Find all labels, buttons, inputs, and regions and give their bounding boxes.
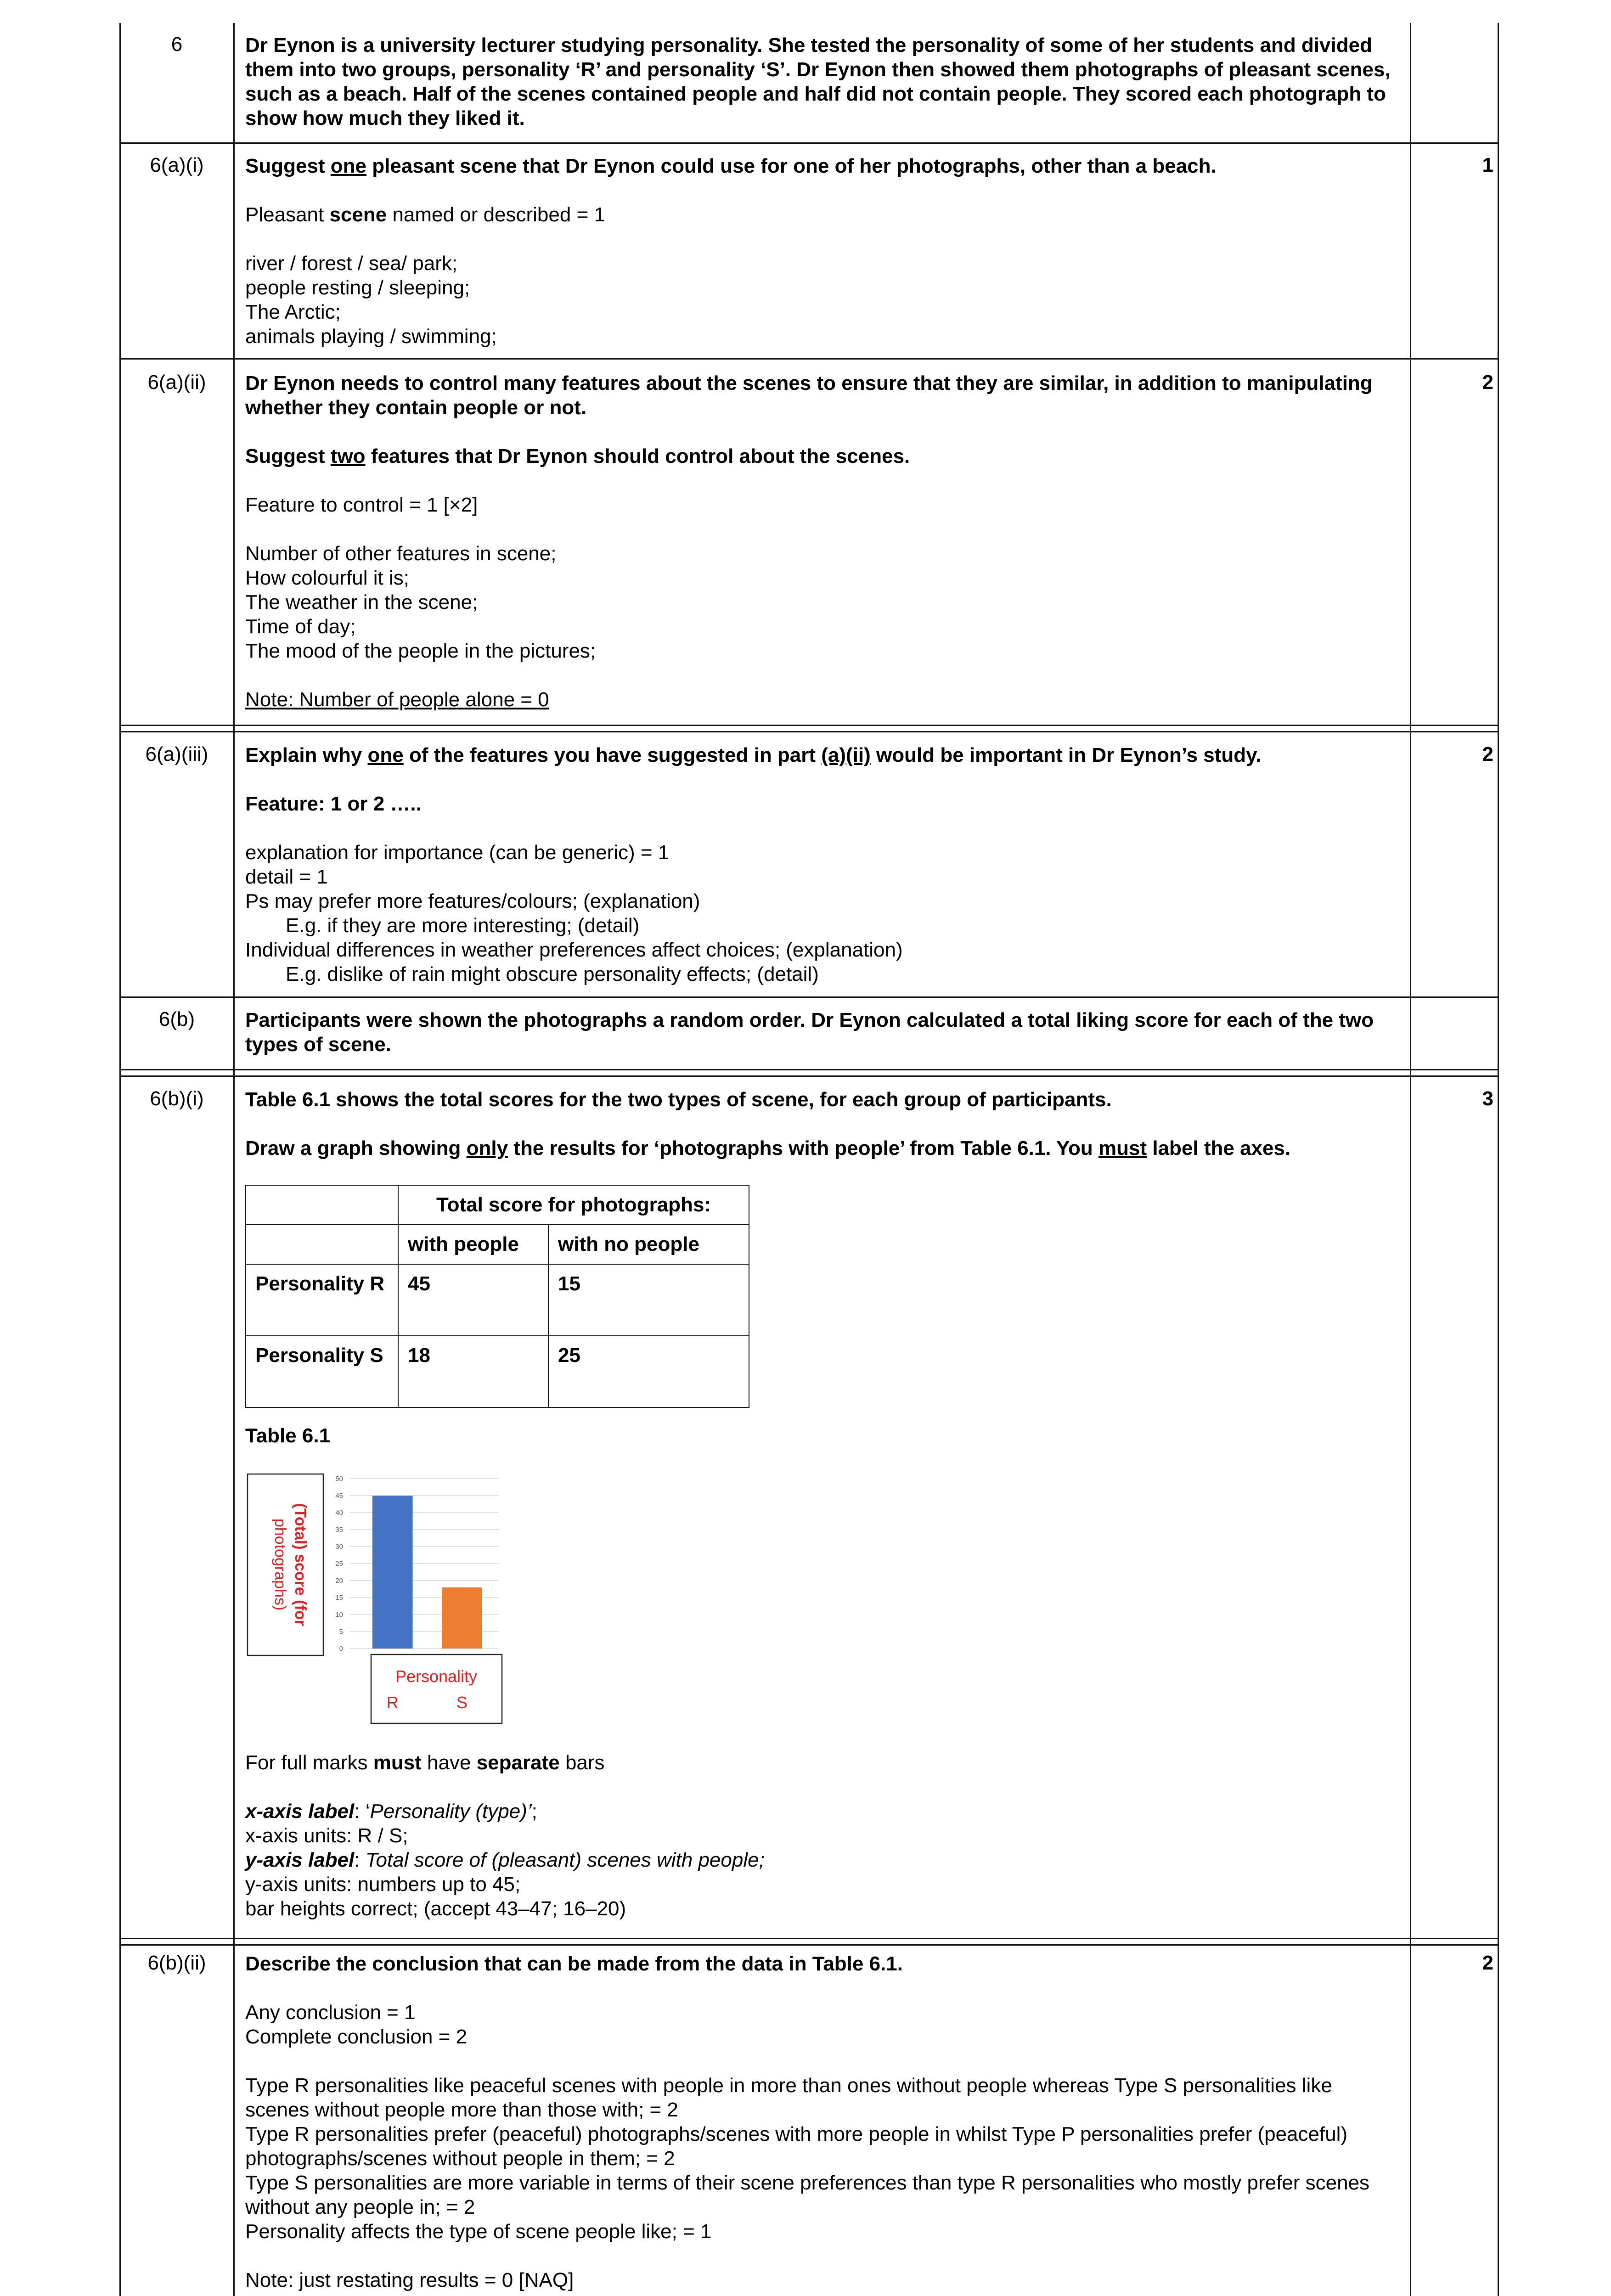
- table-cell-empty: [246, 1185, 398, 1225]
- x-axis-label-box: [371, 1654, 502, 1723]
- answer-cell: [245, 1952, 1398, 2292]
- question-number: 6(b)(ii): [147, 1952, 206, 1974]
- bar-chart: [246, 1472, 503, 1727]
- answer-line: explanation for importance (can be generic) = 1: [245, 841, 670, 864]
- answer-cell: [245, 1750, 1398, 1921]
- column-header: with no people: [548, 1225, 749, 1264]
- table-6-1: [245, 1185, 749, 1408]
- row-header: Personality R: [246, 1264, 398, 1336]
- marking-rule: Any conclusion = 1: [245, 2001, 416, 2024]
- y-tick-label: 5: [339, 1628, 343, 1636]
- answer-line: y-axis units: numbers up to 45;: [245, 1873, 521, 1896]
- row-divider: [119, 731, 1499, 732]
- table-header: Total score for photographs:: [398, 1185, 749, 1225]
- y-tick-label: 20: [335, 1577, 343, 1585]
- answer-line: The mood of the people in the pictures;: [245, 640, 596, 662]
- bar-s: [442, 1587, 482, 1649]
- row-divider: [119, 1075, 1499, 1077]
- row-divider: [119, 142, 1499, 144]
- question-number: 6(b)(i): [150, 1087, 204, 1110]
- column-header: with people: [398, 1225, 548, 1264]
- marks-value: 3: [1482, 1087, 1493, 1110]
- question-text: Explain why one of the features you have suggested in part (a)(ii) would be important in Dr Eynon’s study.: [245, 744, 1262, 766]
- table-cell: 25: [548, 1336, 749, 1407]
- question-number: 6(b): [158, 1008, 195, 1030]
- y-axis-label-line: (Total) score (for: [292, 1503, 309, 1626]
- answer-cell: [245, 371, 1398, 712]
- y-axis-label-line: photographs): [271, 1518, 289, 1611]
- answer-line: animals playing / swimming;: [245, 325, 497, 348]
- marking-rule: Pleasant scene named or described = 1: [245, 203, 605, 226]
- answer-line: Type S personalities are more variable in terms of their scene preferences than type R personalities who mostly prefer scenes without any people in; = 2: [245, 2172, 1370, 2218]
- row-divider: [119, 358, 1499, 360]
- answer-line: Individual differences in weather preferences affect choices; (explanation): [245, 939, 903, 961]
- answer-line: y-axis label: Total score of (pleasant) scenes with people;: [245, 1849, 765, 1871]
- x-category-label: R: [386, 1693, 399, 1712]
- question-number: 6(a)(iii): [145, 743, 208, 765]
- y-tick-label: 25: [335, 1560, 343, 1568]
- table-cell: 15: [548, 1264, 749, 1336]
- marks-value: 2: [1482, 1952, 1493, 1974]
- x-category-label: S: [456, 1693, 468, 1712]
- y-tick-label: 45: [335, 1492, 343, 1500]
- answer-line: detail = 1: [245, 866, 328, 888]
- question-number: 6: [171, 33, 183, 56]
- marking-rule: Complete conclusion = 2: [245, 2026, 468, 2048]
- answer-line: people resting / sleeping;: [245, 276, 470, 299]
- marks-value: 2: [1482, 743, 1493, 765]
- answer-line: E.g. if they are more interesting; (detail): [286, 914, 640, 937]
- y-tick-label: 30: [335, 1543, 343, 1551]
- answer-line: Type R personalities prefer (peaceful) photographs/scenes with more people in whilst Type P personalities prefer (peaceful) photographs/scenes without people in them; = 2: [245, 2123, 1348, 2170]
- question-text: Suggest one pleasant scene that Dr Eynon could use for one of her photographs, other than a beach.: [245, 155, 1217, 177]
- question-text: Suggest two features that Dr Eynon should control about the scenes.: [245, 445, 910, 467]
- question-text: Participants were shown the photographs a random order. Dr Eynon calculated a total liking score for each of the two types of scene.: [245, 1009, 1374, 1056]
- marks-value: 1: [1482, 154, 1493, 176]
- question-text: Dr Eynon needs to control many features about the scenes to ensure that they are similar, in addition to manipulating whether they contain people or not.: [245, 372, 1373, 419]
- table-cell: 18: [398, 1336, 548, 1407]
- question-text: Table 6.1 shows the total scores for the two types of scene, for each group of participants.: [245, 1088, 1112, 1111]
- answer-cell: [245, 1087, 1398, 1160]
- answer-line: river / forest / sea/ park;: [245, 252, 458, 275]
- row-divider: [119, 725, 1499, 726]
- y-tick-label: 15: [335, 1594, 343, 1602]
- question-text: Describe the conclusion that can be made from the data in Table 6.1.: [245, 1953, 903, 1975]
- table-cell-empty: [246, 1225, 398, 1264]
- table-cell: 45: [398, 1264, 548, 1336]
- answer-line: Number of other features in scene;: [245, 542, 557, 565]
- y-tick-label: 10: [335, 1611, 343, 1619]
- answer-line: bar heights correct; (accept 43–47; 16–20): [245, 1897, 626, 1920]
- answer-line: E.g. dislike of rain might obscure personality effects; (detail): [286, 963, 819, 985]
- answer-line: Type R personalities like peaceful scenes with people in more than ones without people whereas Type S personalities like scenes without people more than those with; = 2: [245, 2074, 1332, 2121]
- answer-line: Ps may prefer more features/colours; (explanation): [245, 890, 700, 912]
- question-text: Draw a graph showing only the results for ‘photographs with people’ from Table 6.1. You must label the axes.: [245, 1137, 1291, 1159]
- y-tick-label: 50: [335, 1475, 343, 1483]
- row-divider: [119, 996, 1499, 998]
- question-number: 6(a)(i): [150, 154, 204, 176]
- y-tick-label: 35: [335, 1526, 343, 1534]
- row-header: Personality S: [246, 1336, 398, 1407]
- answer-line: The weather in the scene;: [245, 591, 478, 613]
- y-tick-label: 40: [335, 1509, 343, 1517]
- answer-line: For full marks must have separate bars: [245, 1751, 605, 1774]
- marks-value: 2: [1482, 371, 1493, 394]
- marking-rule: Feature to control = 1 [×2]: [245, 494, 478, 516]
- note: Note: just restating results = 0 [NAQ]: [245, 2269, 574, 2291]
- table-caption: Table 6.1: [245, 1424, 331, 1447]
- answer-cell: [245, 154, 1398, 349]
- row-divider: [119, 1069, 1499, 1070]
- bar-r: [372, 1496, 413, 1649]
- answer-line: Time of day;: [245, 615, 356, 638]
- answer-line: Personality affects the type of scene people like; = 1: [245, 2220, 712, 2243]
- answer-line: x-axis units: R / S;: [245, 1824, 408, 1847]
- row-divider: [119, 1944, 1499, 1946]
- feature-line: Feature: 1 or 2 …..: [245, 793, 422, 815]
- answer-line: The Arctic;: [245, 301, 341, 323]
- note: Note: Number of people alone = 0: [245, 688, 549, 711]
- answer-cell: [245, 743, 1398, 986]
- answer-line: How colourful it is;: [245, 567, 410, 589]
- answer-line: x-axis label: ‘Personality (type)’;: [245, 1800, 537, 1823]
- y-tick-label: 0: [339, 1645, 343, 1653]
- question-stem: Dr Eynon is a university lecturer studying personality. She tested the personality of some of her students and divided them into two groups, personality ‘R’ and personality ‘S’. Dr Eynon then showed them photographs of pleasant scenes, such as a beach. Half of the scenes contained people and half did not contain people. They scored each photograph to show how much they liked it.: [245, 34, 1391, 129]
- question-number: 6(a)(ii): [147, 371, 206, 394]
- x-axis-label: Personality: [395, 1667, 478, 1686]
- row-divider: [119, 1938, 1499, 1939]
